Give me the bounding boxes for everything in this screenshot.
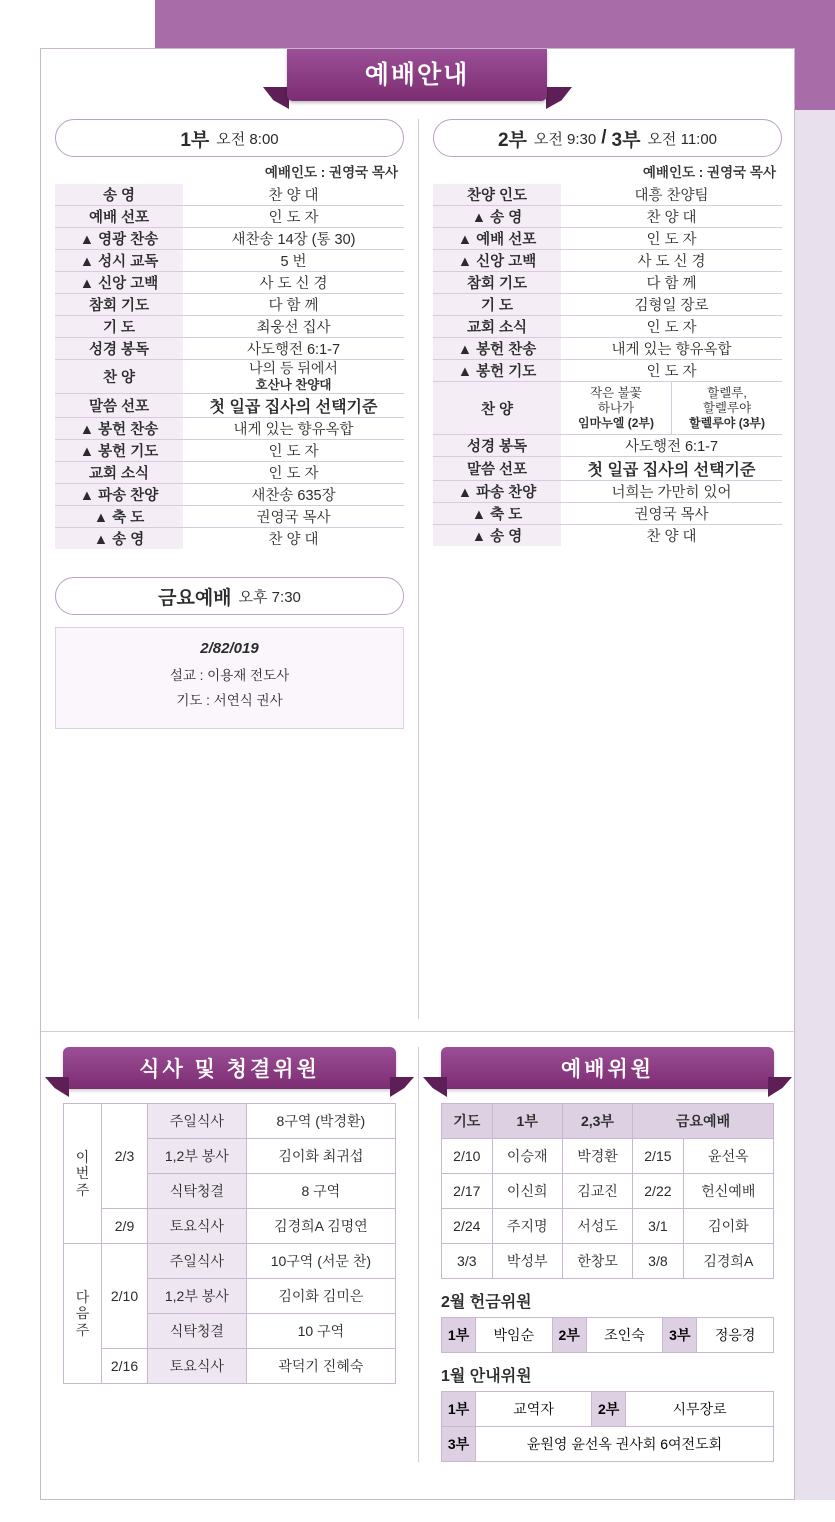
- table-row: [433, 503, 782, 525]
- offering-part-key: 1부: [442, 1318, 476, 1353]
- page-title: 예배안내: [287, 49, 547, 101]
- col-header-friday: 금요예배: [633, 1104, 774, 1139]
- worship-committee-table: [441, 1103, 774, 1279]
- order-label: 교회 소식: [55, 462, 183, 484]
- table-row: [442, 1392, 774, 1427]
- table-row: [55, 250, 404, 272]
- table-row: [64, 1104, 396, 1139]
- order-value: 내게 있는 향유옥합: [561, 338, 782, 360]
- friday-date-cell: 3/8: [633, 1244, 684, 1279]
- order-label: 말씀 선포: [433, 457, 561, 481]
- meal-date: 2/10: [102, 1244, 148, 1349]
- table-row: [55, 206, 404, 228]
- table-row: [433, 481, 782, 503]
- order-label: ▲ 영광 찬송: [55, 228, 183, 250]
- order-value: 인 도 자: [561, 228, 782, 250]
- order-label: ▲ 축 도: [433, 503, 561, 525]
- service-1-column: [41, 119, 418, 1019]
- order-label: 찬양 인도: [433, 184, 561, 206]
- meal-date: 2/3: [102, 1104, 148, 1209]
- order-label: ▲ 봉헌 찬송: [55, 418, 183, 440]
- order-label: ▲ 파송 찬양: [55, 484, 183, 506]
- part1-person: 이신희: [492, 1174, 562, 1209]
- friday-service-name: 금요예배: [158, 587, 232, 609]
- table-row: [433, 272, 782, 294]
- friday-person: 헌신예배: [683, 1174, 773, 1209]
- offering-person: 정응경: [697, 1318, 774, 1353]
- order-value: 5 번: [183, 250, 404, 272]
- week-label-this: 이 번 주: [64, 1104, 102, 1244]
- order-value: 다 함 께: [561, 272, 782, 294]
- ribbon-wing-left: [263, 87, 289, 109]
- offering-person: 박임순: [476, 1318, 553, 1353]
- part23-person: 한창모: [562, 1244, 632, 1279]
- order-value: 인 도 자: [183, 462, 404, 484]
- meal-kind: 토요식사: [148, 1349, 247, 1384]
- greeting-part-key: 3부: [442, 1427, 476, 1462]
- col-header-part1: 1부: [492, 1104, 562, 1139]
- banner-wing-left: [45, 1077, 69, 1097]
- service-23-order-table: [433, 184, 782, 546]
- table-row: [433, 360, 782, 382]
- meal-people: 10 구역: [246, 1314, 395, 1349]
- order-label: 성경 봉독: [433, 435, 561, 457]
- meal-people: 10구역 (서문 찬): [246, 1244, 395, 1279]
- order-value: 너희는 가만히 있어: [561, 481, 782, 503]
- part1-person: 주지명: [492, 1209, 562, 1244]
- bulletin-card: [40, 48, 795, 1500]
- order-label: 참회 기도: [55, 294, 183, 316]
- greeting-person: 윤원영 윤선옥 권사회 6여전도회: [476, 1427, 774, 1462]
- order-value-line2: 호산나 찬양대: [255, 377, 332, 392]
- service-1-time: 오전 8:00: [216, 130, 279, 148]
- meal-people: 김이화 김미은: [246, 1279, 395, 1314]
- banner-wing-left: [423, 1077, 447, 1097]
- order-label: 찬 양: [433, 382, 561, 435]
- table-row: [433, 382, 782, 435]
- table-row: [442, 1139, 774, 1174]
- friday-person: 김이화: [683, 1209, 773, 1244]
- meal-committee-table: [63, 1103, 396, 1384]
- order-value-sermon: 첫 일곱 집사의 선택기준: [183, 394, 404, 418]
- col-header-part23: 2,3부: [562, 1104, 632, 1139]
- order-label: ▲ 축 도: [55, 506, 183, 528]
- service-2-time: 오전 9:30: [533, 130, 597, 148]
- order-value-sermon: 첫 일곱 집사의 선택기준: [561, 457, 782, 481]
- order-value-line1: 나의 등 뒤에서: [249, 360, 338, 376]
- table-row: [433, 228, 782, 250]
- part23-person: 김교진: [562, 1174, 632, 1209]
- friday-service-box: [55, 627, 404, 729]
- table-row: [442, 1209, 774, 1244]
- order-label: 말씀 선포: [55, 394, 183, 418]
- offering-part-key: 2부: [552, 1318, 586, 1353]
- order-value: 인 도 자: [561, 360, 782, 382]
- friday-person: 김경희A: [683, 1244, 773, 1279]
- order-value: 인 도 자: [183, 440, 404, 462]
- ribbon-wing-right: [546, 87, 572, 109]
- table-row: [442, 1174, 774, 1209]
- order-value: 새찬송 635장: [183, 484, 404, 506]
- meal-kind: 식탁청결: [148, 1314, 247, 1349]
- order-value: 사도행전 6:1-7: [183, 338, 404, 360]
- prayer-date: 2/17: [442, 1174, 493, 1209]
- prayer-date: 2/24: [442, 1209, 493, 1244]
- service-title-separator: /: [601, 127, 607, 148]
- order-label: ▲ 송 영: [433, 525, 561, 547]
- order-value: 새찬송 14장 (통 30): [183, 228, 404, 250]
- meal-people: 8구역 (박경환): [246, 1104, 395, 1139]
- order-label: 송 영: [55, 184, 183, 206]
- section-divider: [41, 1031, 796, 1032]
- service-23-column: [419, 119, 796, 1019]
- friday-date: 2/82/019: [200, 640, 259, 658]
- meal-kind: 1,2부 봉사: [148, 1279, 247, 1314]
- table-row: [433, 338, 782, 360]
- meal-kind: 1,2부 봉사: [148, 1139, 247, 1174]
- table-row: [55, 440, 404, 462]
- table-row: [433, 316, 782, 338]
- offering-person: 조인숙: [586, 1318, 663, 1353]
- meal-kind: 식탁청결: [148, 1174, 247, 1209]
- banner-wing-right: [768, 1077, 792, 1097]
- service-23-leader: 예배인도 : 권영국 목사: [642, 165, 776, 180]
- order-value: 김형일 장로: [561, 294, 782, 316]
- meal-committee-section: [41, 1047, 418, 1462]
- table-row: [55, 272, 404, 294]
- table-row: [55, 294, 404, 316]
- order-label: 찬 양: [55, 360, 183, 394]
- table-row: [433, 206, 782, 228]
- order-value: 다 함 께: [183, 294, 404, 316]
- greeting-committee-table: [441, 1391, 774, 1462]
- meal-date: 2/9: [102, 1209, 148, 1244]
- order-label: ▲ 파송 찬양: [433, 481, 561, 503]
- order-value: [183, 360, 404, 394]
- order-value: 찬 양 대: [268, 532, 319, 549]
- service-3-time: 오전 11:00: [647, 130, 718, 148]
- order-label: ▲ 봉헌 기도: [55, 440, 183, 462]
- order-label: 교회 소식: [433, 316, 561, 338]
- table-row: [55, 228, 404, 250]
- friday-person: 윤선옥: [683, 1139, 773, 1174]
- order-label: 참회 기도: [433, 272, 561, 294]
- friday-service-time: 오후 7:30: [238, 588, 301, 606]
- service-23-title: [433, 119, 782, 157]
- part23-person: 서성도: [562, 1209, 632, 1244]
- offering-committee-title: 2월 헌금위원: [441, 1294, 532, 1311]
- order-label: ▲ 봉헌 기도: [433, 360, 561, 382]
- order-value: 인 도 자: [183, 206, 404, 228]
- table-row: [55, 528, 404, 550]
- order-label: 예배 선포: [55, 206, 183, 228]
- greeting-person: 시무장로: [626, 1392, 774, 1427]
- banner-wing-right: [390, 1077, 414, 1097]
- service-1-order-table: [55, 184, 404, 549]
- table-row: [442, 1427, 774, 1462]
- meal-committee-title: 식사 및 청결위원: [139, 1058, 320, 1081]
- meal-people: 김경희A 김명연: [246, 1209, 395, 1244]
- worship-committee-title: 예배위원: [560, 1058, 655, 1081]
- order-value: 찬 양 대: [561, 206, 782, 228]
- meal-people: 곽덕기 진혜숙: [246, 1349, 395, 1384]
- service-1-name: 1부: [180, 129, 210, 151]
- friday-date-cell: 3/1: [633, 1209, 684, 1244]
- part1-person: 이승재: [492, 1139, 562, 1174]
- offering-committee-table: [441, 1317, 774, 1353]
- table-row: [55, 360, 404, 394]
- offering-part-key: 3부: [663, 1318, 697, 1353]
- service-3-name: 3부: [611, 129, 641, 151]
- table-row: [55, 484, 404, 506]
- meal-committee-banner: [63, 1047, 396, 1089]
- friday-date-cell: 2/15: [633, 1139, 684, 1174]
- table-row: [433, 294, 782, 316]
- table-row: [64, 1349, 396, 1384]
- table-row: [55, 316, 404, 338]
- order-value: 인 도 자: [561, 316, 782, 338]
- order-label: 성경 봉독: [55, 338, 183, 360]
- service-1-leader: 예배인도 : 권영국 목사: [264, 165, 398, 180]
- order-label: ▲ 신앙 고백: [433, 250, 561, 272]
- table-row: [64, 1209, 396, 1244]
- order-value: 사도행전 6:1-7: [561, 435, 782, 457]
- order-value: 찬 양 대: [646, 529, 697, 546]
- order-value: 대흥 찬양팀: [561, 184, 782, 206]
- order-value: 사 도 신 경: [561, 250, 782, 272]
- table-row: [55, 418, 404, 440]
- order-label: ▲ 예배 선포: [433, 228, 561, 250]
- table-row: [433, 435, 782, 457]
- order-value: 권영국 목사: [183, 506, 404, 528]
- table-row: [433, 250, 782, 272]
- page-bottom-margin: [155, 1500, 835, 1522]
- hymn-part-3: 할렐루, 할렐루야 할렐루야 (3부): [671, 382, 782, 434]
- table-row: [64, 1244, 396, 1279]
- table-row: [55, 184, 404, 206]
- table-row: [55, 506, 404, 528]
- order-label: ▲ 송 영: [55, 528, 183, 550]
- order-value: 최웅선 집사: [183, 316, 404, 338]
- greeting-part-key: 1부: [442, 1392, 476, 1427]
- service-1-title: [55, 119, 404, 157]
- meal-people: 김이화 최귀섭: [246, 1139, 395, 1174]
- order-label: ▲ 성시 교독: [55, 250, 183, 272]
- greeting-part-key: 2부: [592, 1392, 626, 1427]
- meal-kind: 토요식사: [148, 1209, 247, 1244]
- order-label: ▲ 신앙 고백: [55, 272, 183, 294]
- meal-kind: 주일식사: [148, 1104, 247, 1139]
- worship-committee-banner: [441, 1047, 774, 1089]
- worship-committee-section: [419, 1047, 796, 1462]
- table-header-row: [442, 1104, 774, 1139]
- prayer-date: 3/3: [442, 1244, 493, 1279]
- friday-service-title: [55, 577, 404, 615]
- meal-date: 2/16: [102, 1349, 148, 1384]
- order-label: 기 도: [433, 294, 561, 316]
- week-label-next: 다 음 주: [64, 1244, 102, 1384]
- hymn-part-2: 작은 불꽃 하나가 임마누엘 (2부): [578, 386, 654, 430]
- order-value-split: [561, 382, 782, 435]
- table-row: [442, 1244, 774, 1279]
- order-value: 찬 양 대: [183, 184, 404, 206]
- greeting-committee-title: 1월 안내위원: [441, 1368, 532, 1385]
- order-value: 권영국 목사: [561, 503, 782, 525]
- table-row: [433, 457, 782, 481]
- meal-people: 8 구역: [246, 1174, 395, 1209]
- part1-person: 박성부: [492, 1244, 562, 1279]
- greeting-person: 교역자: [476, 1392, 592, 1427]
- table-row: [442, 1318, 774, 1353]
- order-value: 사 도 신 경: [183, 272, 404, 294]
- table-row: [55, 462, 404, 484]
- service-2-name: 2부: [497, 129, 527, 151]
- order-label: ▲ 송 영: [433, 206, 561, 228]
- table-row: [433, 525, 782, 547]
- table-row: [433, 184, 782, 206]
- prayer-date: 2/10: [442, 1139, 493, 1174]
- friday-date-cell: 2/22: [633, 1174, 684, 1209]
- meal-kind: 주일식사: [148, 1244, 247, 1279]
- table-row: [55, 394, 404, 418]
- friday-prayer: 기도 : 서연식 권사: [176, 693, 283, 709]
- friday-preacher: 설교 : 이용재 전도사: [169, 668, 290, 684]
- part23-person: 박경환: [562, 1139, 632, 1174]
- table-row: [55, 338, 404, 360]
- order-value: 내게 있는 향유옥합: [183, 418, 404, 440]
- order-label: 기 도: [55, 316, 183, 338]
- order-label: ▲ 봉헌 찬송: [433, 338, 561, 360]
- col-header-prayer: 기도: [442, 1104, 493, 1139]
